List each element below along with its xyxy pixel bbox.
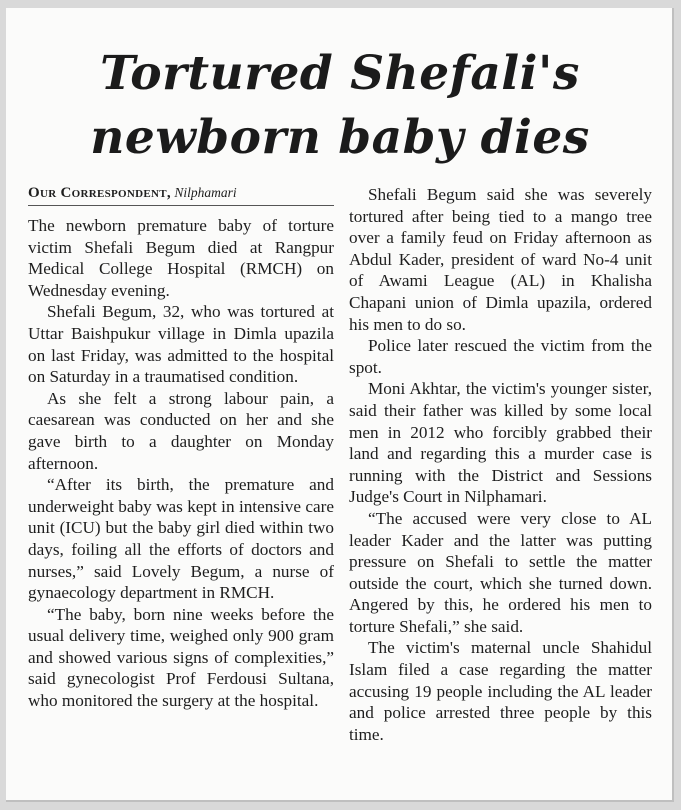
headline-line-2: newborn baby dies <box>90 110 590 165</box>
paragraph: The newborn premature baby of torture victim Shefali Begum died at Rangpur Medical College Hospital (RMCH) on Wednesday evening. <box>28 216 334 300</box>
paragraph: “The accused were very close to AL leader Kader and the latter was putting pressure on Shefali to settle the matter outside the court, which she turned down. Angered by this, he ordered his men to torture Shefali,” she said. <box>349 508 652 636</box>
paragraph: “After its birth, the premature and underweight baby was kept in intensive care unit (ICU) but the baby girl died within two days, foiling all the efforts of doctors and nurses,” said Lovely Begum, a nurse of gynaecology department in RMCH. <box>28 475 334 603</box>
paragraph: Police later rescued the victim from the spot. <box>349 336 652 377</box>
newspaper-clipping <box>6 8 674 802</box>
byline <box>28 184 334 206</box>
paragraph: Shefali Begum, 32, who was tortured at Uttar Baishpukur village in Dimla upazila on last Friday, was admitted to the hospital on Saturday in a traumatised condition. <box>28 302 334 387</box>
paragraph: “The baby, born nine weeks before the usual delivery time, weighed only 900 gram and showed various signs of complexities,” said gynecologist Prof Ferdousi Sultana, who monitored the surgery at the hospital. <box>28 604 334 711</box>
paragraph: Shefali Begum said she was severely tortured after being tied to a mango tree over a family feud on Friday afternoon as Abdul Kader, president of ward No-4 unit of Awami League (AL) in Khalisha Chapani union of Dimla upazila, ordered his men to do so. <box>349 185 652 334</box>
byline-correspondent: Our Correspondent, <box>28 185 171 201</box>
paragraph: As she felt a strong labour pain, a caesarean was conducted on her and she gave birth to a daughter on Monday afternoon. <box>28 388 334 473</box>
right-column <box>349 184 652 745</box>
byline-location: Nilphamari <box>174 185 237 200</box>
headline-line-1: Tortured Shefali's <box>100 46 580 101</box>
paragraph: The victim's maternal uncle Shahidul Islam filed a case regarding the matter accusing 19 people including the AL leader and police arrested three people by this time. <box>349 638 652 744</box>
headline <box>6 42 674 170</box>
paragraph: Moni Akhtar, the victim's younger sister, said their father was killed by some local men in 2012 who forcibly grabbed their land and regarding this a murder case is running with the District and Sessions Judge's Court in Nilphamari. <box>349 379 652 507</box>
left-column <box>28 184 334 712</box>
